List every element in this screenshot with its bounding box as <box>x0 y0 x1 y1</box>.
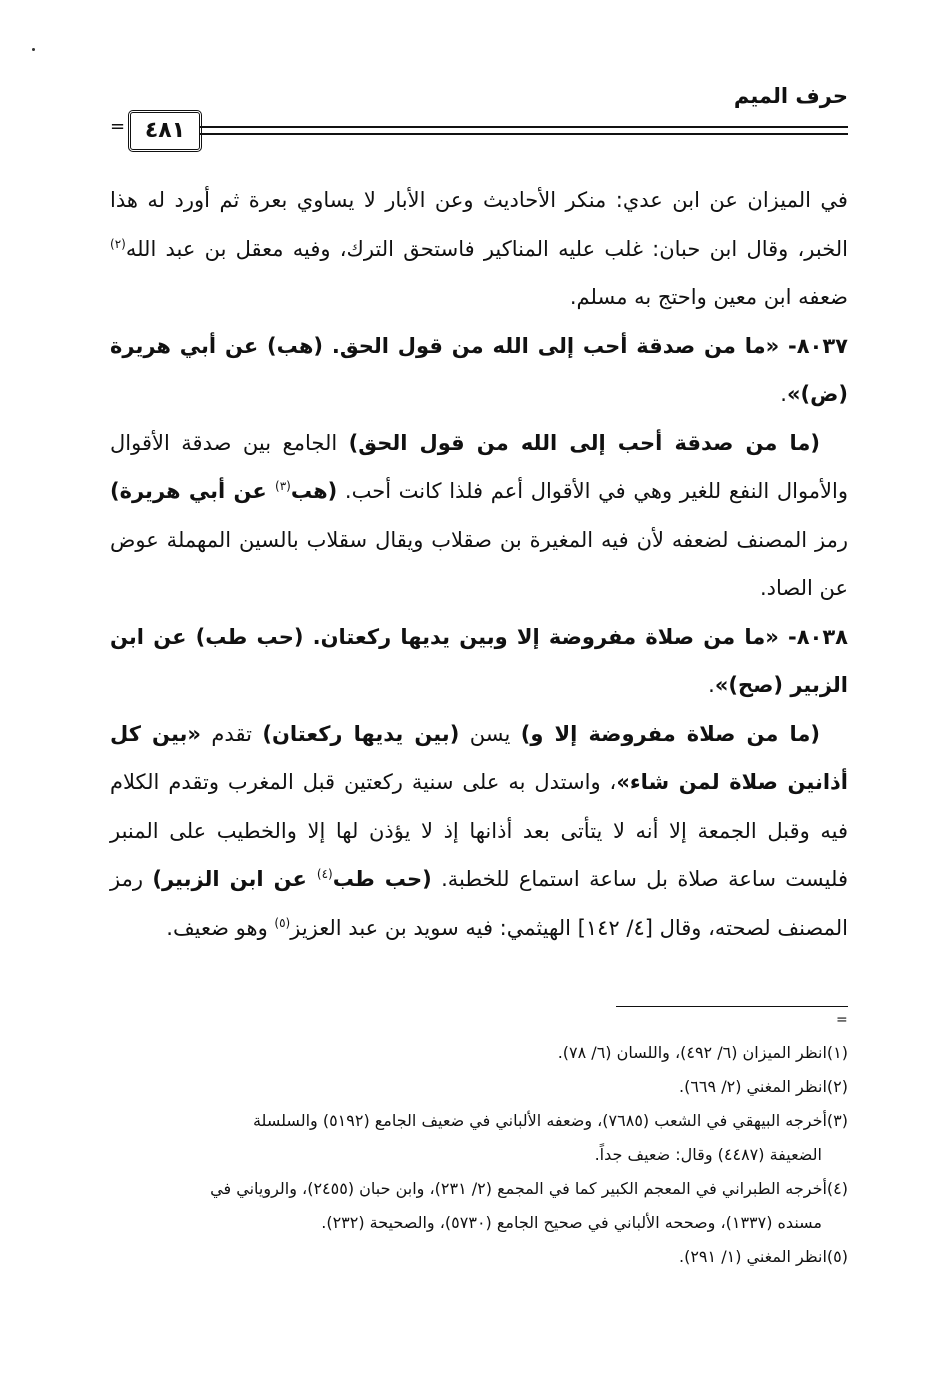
punctuation: . <box>780 382 787 406</box>
running-header-title: حرف الميم <box>733 84 848 108</box>
footnote-ref: (٤) <box>316 867 333 881</box>
footnote-ref: (٥) <box>274 915 291 930</box>
footnote-4: (٤)أخرجه الطبراني في المعجم الكبير كما في المجمع (٢/ ٢٣١)، وابن حبان (٢٤٥٥)، والروياني في <box>210 1179 848 1198</box>
text-line: عبد الله <box>125 236 196 261</box>
footnote-4-continued: مسنده (١٣٣٧)، وصححه الألباني في صحيح الجامع (٥٧٣٠)، والصحيحة (٢٣٢). <box>321 1213 822 1232</box>
scan-speck <box>32 48 35 51</box>
hadith-8038 <box>110 613 848 710</box>
commentary-text: الجامع بين صدقة الأقوال والأموال النفع للغير وهي في الأقوال أعم فلذا كانت أحب. <box>110 430 848 503</box>
commentary-text: ، واستدل به على سنية ركعتين قبل المغرب وتقدم الكلام فيه وقبل الجمعة إلا أنه لا يتأتى بعد أذانها إذ لا يؤذن لها إلا والخطيب على المنبر فليست ساعة صلاة بل ساعة استماع للخطبة. <box>110 770 848 891</box>
commentary-text: رمز المصنف لصحته، وقال [٤/ ١٤٢] الهيثمي: فيه سويد بن عبد العزيز <box>110 867 848 940</box>
text-line: هذا الخبر، وقال ابن حبان: غلب عليه المناكير فاستحق الترك، وفيه معقل بن <box>110 188 848 261</box>
footnote-continuation-mark: = <box>836 1012 848 1028</box>
header-double-rule <box>200 126 848 135</box>
quoted-text: (ما من صدقة أحب إلى الله من قول الحق) <box>348 430 820 455</box>
source-code: (حب طب <box>332 867 432 891</box>
narrator: عن أبي هريرة) <box>110 479 276 503</box>
footnote-ref: (٣) <box>275 479 291 493</box>
commentary-text: وهو ضعيف. <box>166 915 275 940</box>
footnote-2: (٢)انظر المغني (٢/ ٦٦٩). <box>679 1077 848 1096</box>
main-text <box>110 176 848 952</box>
paragraph-1 <box>110 176 848 322</box>
hadith-text: «ما من صدقة أحب إلى الله من قول الحق. (هب) عن أبي هريرة <box>110 333 780 358</box>
commentary-text: يسن <box>459 721 521 746</box>
header-continuation-mark: = <box>110 116 126 137</box>
footnote-3-continued: الضعيفة (٤٤٨٧) وقال: ضعيف جداً. <box>594 1145 822 1164</box>
narrator: عن ابن الزبير) <box>152 867 317 891</box>
footnote-ref: (٢) <box>110 236 126 251</box>
hadith-number: ٨٠٣٧- <box>779 333 848 358</box>
quoted-text: «بين كل أذانين صلاة لمن شاء» <box>110 721 849 794</box>
footnote-1: (١)انظر الميزان (٦/ ٤٩٢)، واللسان (٦/ ٧٨). <box>557 1043 848 1062</box>
page-number: ٤٨١ <box>128 110 202 152</box>
footnote-separator <box>616 1006 848 1007</box>
footnote-3: (٣)أخرجه البيهقي في الشعب (٧٦٨٥)، وضعفه الألباني في ضعيف الجامع (٥١٩٢) والسلسلة <box>252 1111 848 1130</box>
punctuation: . <box>708 673 715 697</box>
text-line: ضعفه ابن معين واحتج به مسلم. <box>569 285 848 309</box>
text-line: في الميزان عن ابن عدي: منكر الأحاديث وعن الأبار لا يساوي بعرة ثم أورد له <box>147 188 848 212</box>
source-code: (هب <box>290 479 338 503</box>
footnotes <box>110 1036 848 1274</box>
commentary-8038 <box>110 710 848 953</box>
quoted-text: (بين يديها ركعتان) <box>262 721 460 746</box>
commentary-text: تقدم <box>200 721 263 746</box>
hadith-8037 <box>110 322 848 419</box>
hadith-grade: (ض)» <box>786 382 848 406</box>
commentary-8037 <box>110 419 848 613</box>
hadith-number: ٨٠٣٨- <box>778 624 849 649</box>
hadith-text: «ما من صلاة مفروضة إلا وبين يديها ركعتان. (حب طب) عن ابن الزبير (صح)» <box>110 624 848 697</box>
quoted-text: (ما من صلاة مفروضة إلا و) <box>520 721 820 746</box>
commentary-text: رمز المصنف لضعفه لأن فيه المغيرة بن صقلاب ويقال سقلاب بالسين المهملة عوض عن الصاد. <box>110 527 848 600</box>
footnote-5: (٥)انظر المغني (١/ ٢٩١). <box>679 1247 848 1266</box>
